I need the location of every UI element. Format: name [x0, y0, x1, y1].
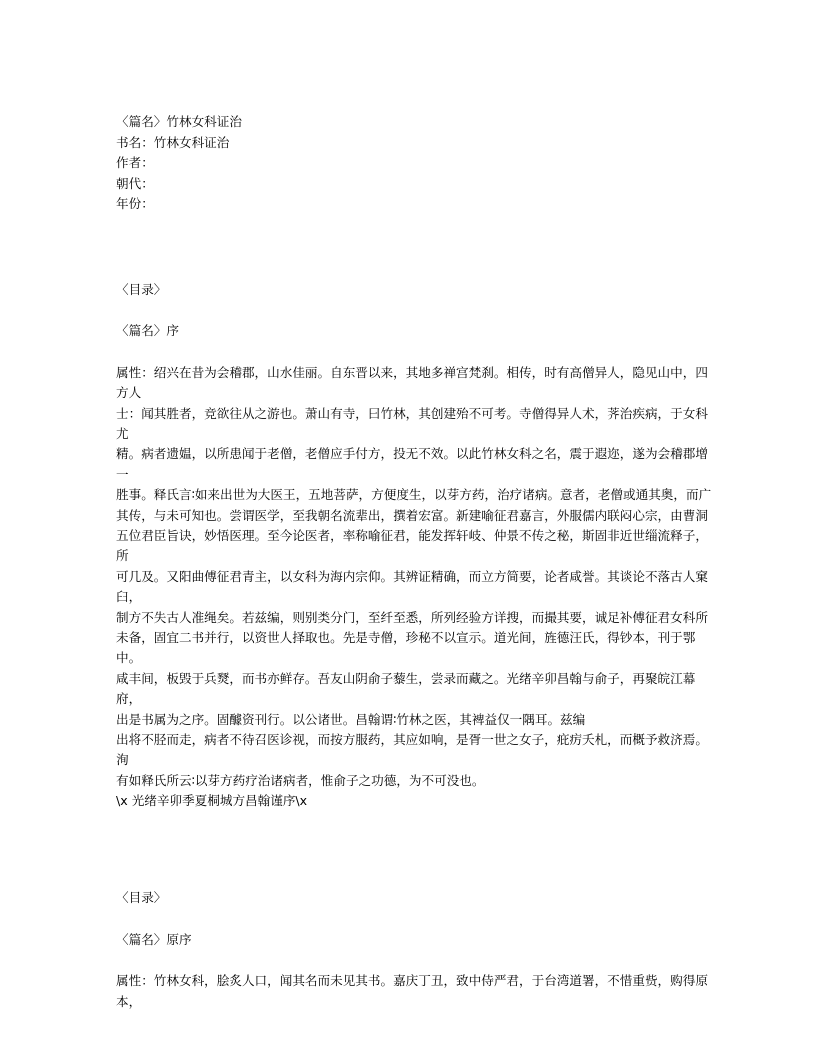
body-line: 咸丰间，板毁于兵燹，而书亦鲜存。吾友山阴俞子藜生，尝录而藏之。光绪辛卯昌翰与俞子，再聚皖江幕府，: [116, 670, 696, 707]
body-line: 士：闻其胜者，竞欲往从之游也。萧山有寺，曰竹林，其创建殆不可考。寺僧得异人术，荠治疾病，于女科尤: [116, 405, 708, 441]
篇名-tag-原序: 〈篇名〉原序: [116, 931, 192, 947]
篇名-tag-title: 〈篇名〉竹林女科证治: [116, 114, 242, 129]
signature-line: \x 光绪辛卯季夏桐城方昌翰谨序\x: [116, 793, 308, 809]
body-line: 未备，固宜二书并行，以资世人择取也。先是寺僧，珍秘不以宣示。道光间，旌德汪氏，得钞本，刊于鄂中。: [116, 630, 696, 666]
spacer-after-header: [116, 215, 716, 259]
spacer-blank-1: [116, 259, 716, 280]
body-line: 有如释氏所云∶以芽方药疗治诸病者，惟俞子之功德，为不可没也。: [116, 772, 485, 788]
dynasty-field: 朝代：: [116, 175, 154, 191]
book-name-field: 书名：竹林女科证治: [116, 134, 230, 150]
目录-tag-1: 〈目录〉: [116, 281, 167, 297]
spacer-after-section-1: [116, 812, 716, 856]
spacer-blank-3: [116, 876, 716, 888]
spacer-blank-2: [116, 856, 716, 877]
body-line: 出是书属为之序。固醵资刊行。以公诸世。昌翰谓∶竹林之医，其裨益仅一隅耳。兹编: [116, 711, 586, 727]
篇名-tag-序: 〈篇名〉序: [116, 323, 179, 339]
body-line: 其传，与未可知也。尝谓医学，至我朝名流辈出，撰着宏富。新建喻征君嘉言，外服儒内联闷心宗，由曹洞: [116, 507, 708, 523]
body-line: 制方不失古人准绳矣。若兹编，则别类分门，至纤至悉，所列经验方详搜，而撮其要，诚足补傅征君女科所: [116, 609, 708, 625]
body-line: 可几及。又阳曲傅征君青主，以女科为海内宗仰。其辨证精确，而立方简要，论者咸誉。其谈论不落古人窠臼，: [116, 568, 708, 605]
目录-tag-2: 〈目录〉: [116, 890, 167, 906]
body-line: 出将不胫而走，病者不待召医诊视，而按方服药，其应如响，是胥一世之女子，疪疠夭札，而概予救济焉。洵: [116, 732, 708, 768]
year-field: 年份：: [116, 196, 154, 212]
author-field: 作者：: [116, 155, 154, 171]
body-line: 精。病者遗媪，以所患闻于老僧，老僧应手付方，投无不效。以此竹林女科之名，震于遐迩，遂为会稽郡增一: [116, 446, 708, 482]
document-body: [116, 112, 716, 1012]
spacer-before-body-1: [116, 342, 716, 363]
body-line: 属性：绍兴在昔为会稽郡，山水佳丽。自东晋以来，其地多禅宫梵刹。相传，时有高僧异人，隐见山中，四方人: [116, 364, 708, 401]
spacer-before-body-2: [116, 950, 716, 971]
spacer-toc-1: [116, 300, 716, 321]
body-line: 五位君臣旨诀，妙悟医理。至今论医者，率称喻征君，能发挥轩岐、仲景不传之秘，斯固非近世缁流释子，所: [116, 528, 708, 564]
body-line: 属性：竹林女科，脍炙人口，闻其名而未见其书。嘉庆丁丑，致中侍严君，于台湾道署，不惜重赀，购得原本，: [116, 973, 708, 1009]
body-line: 胜事。释氏言∶如来出世为大医王，五地菩萨，方便度生，以芽方药，治疗诸病。意者，老僧或通其奥，而广: [116, 487, 712, 503]
spacer-toc-2: [116, 909, 716, 930]
